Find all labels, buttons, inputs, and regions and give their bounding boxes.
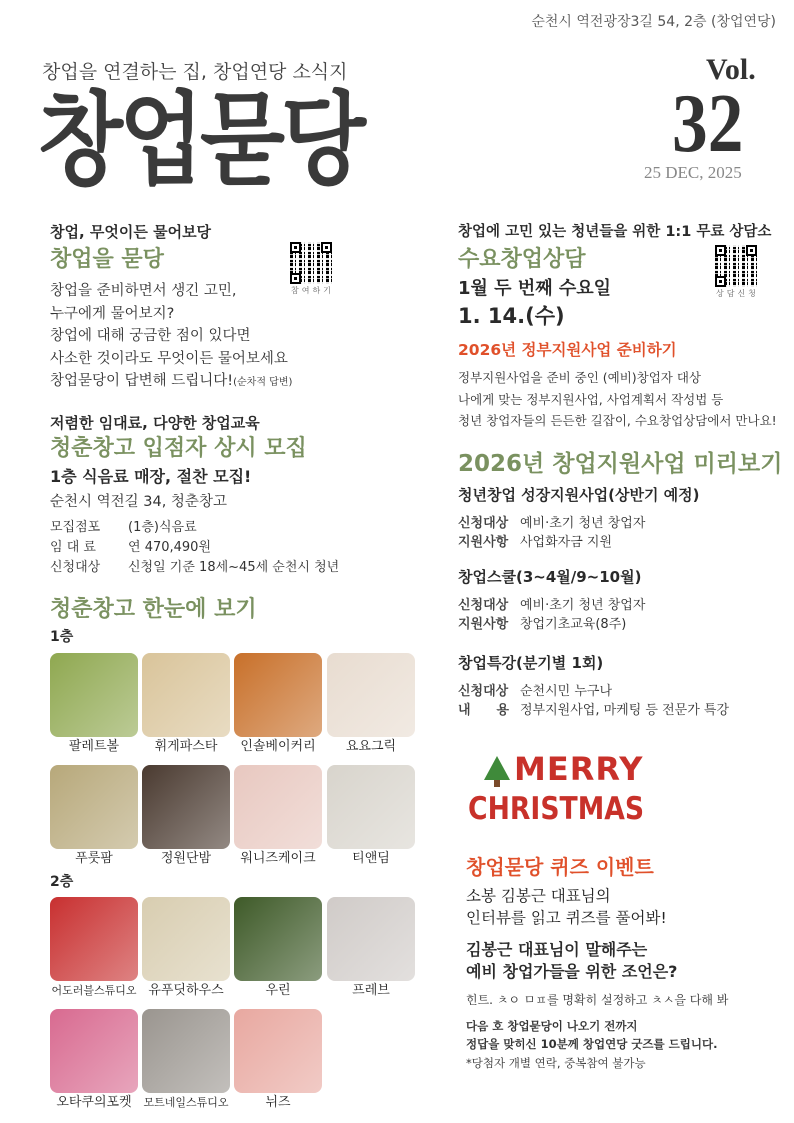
quiz-question xyxy=(466,939,677,983)
gallery-title: 청춘창고 한눈에 보기 xyxy=(50,597,257,622)
store-photo xyxy=(142,765,230,849)
floor2-label: 2층 xyxy=(50,874,74,890)
row-value: 정부지원사업, 마케팅 등 전문가 특강 xyxy=(520,703,730,718)
quiz-title: 창업묻당 퀴즈 이벤트 xyxy=(466,855,654,879)
detail-value: 신청일 기준 18세~45세 순천시 청년 xyxy=(128,560,340,575)
issue-date: 25 DEC, 2025 xyxy=(644,163,742,182)
consult-when: 1월 두 번째 수요일 xyxy=(458,278,612,299)
store-name: 워니즈케이크 xyxy=(240,851,316,866)
detail-key: 임 대 료 xyxy=(50,540,96,555)
tagline: 창업을 연결하는 집, 창업연당 소식지 xyxy=(42,61,348,83)
quiz-intro-line: 인터뷰를 읽고 퀴즈를 풀어봐! xyxy=(466,909,667,927)
row-key: 지원사항 xyxy=(458,535,509,550)
store-name: 요요그릭 xyxy=(345,739,397,754)
consult-line: 나에게 맞는 정부지원사업, 사업계획서 작성법 등 xyxy=(458,391,724,407)
preview-title: 2026년 창업지원사업 미리보기 xyxy=(458,451,783,477)
ask-line: 창업묻당이 답변해 드립니다! xyxy=(50,373,234,390)
ask-line: 창업에 대해 궁금한 점이 있다면 xyxy=(50,328,251,345)
store-photo xyxy=(234,1009,322,1093)
consult-body xyxy=(458,367,777,432)
row-key: 신청대상 xyxy=(458,684,509,699)
store-name: 오타쿠의포켓 xyxy=(56,1095,132,1110)
row-key: 신청대상 xyxy=(458,516,509,531)
store-photo xyxy=(50,1009,138,1093)
store-name: 모트네일스튜디오 xyxy=(143,1096,229,1109)
row-value: 예비·초기 청년 창업자 xyxy=(520,516,646,531)
address: 순천시 역전광장3길 54, 2층 (창업연당) xyxy=(531,14,776,30)
detail-key: 신청대상 xyxy=(50,560,101,575)
quiz-note: *당첨자 개별 연락, 중복참여 불가능 xyxy=(466,1056,646,1070)
store-photo xyxy=(142,1009,230,1093)
qr-label-join: 참여하기 xyxy=(291,286,334,295)
page-title: 창업묻당 xyxy=(38,80,363,200)
consult-title: 수요창업상담 xyxy=(458,247,586,272)
quiz-intro-line: 소봉 김봉근 대표님의 xyxy=(466,887,611,905)
row-value: 순천시민 누구나 xyxy=(520,684,613,699)
row-key: 지원사항 xyxy=(458,617,509,632)
store-name: 팔레트볼 xyxy=(68,739,120,754)
ask-line: 창업을 준비하면서 생긴 고민, xyxy=(50,283,237,299)
consult-subtitle: 2026년 정부지원사업 준비하기 xyxy=(458,341,677,359)
quiz-intro xyxy=(466,885,667,929)
program-name: 청년창업 성장지원사업(상반기 예정) xyxy=(458,486,700,504)
detail-value: (1층)식음료 xyxy=(128,520,197,535)
recruit-address: 순천시 역전길 34, 청춘창고 xyxy=(50,494,227,510)
program-1 xyxy=(458,486,700,552)
recruit-details xyxy=(50,518,339,578)
store-photo xyxy=(50,765,138,849)
christmas-tree-icon xyxy=(482,754,512,788)
row-value: 사업화자금 지원 xyxy=(520,535,613,550)
ask-body xyxy=(50,280,292,395)
recruit-title: 청춘창고 입점자 상시 모집 xyxy=(50,436,307,461)
qr-code-consult[interactable] xyxy=(715,245,757,287)
ask-kicker: 창업, 무엇이든 물어보당 xyxy=(50,223,212,241)
row-value: 예비·초기 청년 창업자 xyxy=(520,598,646,613)
consult-line: 청년 창업자들의 든든한 길잡이, 수요창업상담에서 만나요! xyxy=(458,413,777,428)
ask-title: 창업을 묻당 xyxy=(50,247,164,272)
store-name: 프레브 xyxy=(352,983,390,998)
quiz-prize-line: 다음 호 창업묻당이 나오기 전까지 xyxy=(466,1019,638,1033)
qr-code-join[interactable] xyxy=(290,242,332,284)
store-photo xyxy=(234,897,322,981)
detail-key: 모집점포 xyxy=(50,520,101,535)
store-photo xyxy=(327,765,415,849)
store-photo xyxy=(50,897,138,981)
quiz-prize-line: 정답을 맞히신 10분께 창업연당 굿즈를 드립니다. xyxy=(466,1037,718,1051)
qr-label-consult: 상담신청 xyxy=(716,289,759,298)
store-photo xyxy=(50,653,138,737)
vol-label: Vol. xyxy=(706,53,756,86)
consult-kicker: 창업에 고민 있는 청년들을 위한 1:1 무료 상담소 xyxy=(458,224,772,240)
row-key: 신청대상 xyxy=(458,598,509,613)
quiz-prize xyxy=(466,1017,717,1053)
christmas-text: CHRISTMAS xyxy=(468,791,645,827)
store-name: 정원단밤 xyxy=(160,851,212,866)
row-key: 내 용 xyxy=(458,703,510,718)
program-name: 창업특강(분기별 1회) xyxy=(458,654,604,672)
quiz-question-line: 예비 창업가들을 위한 조언은? xyxy=(466,962,678,981)
store-photo xyxy=(142,653,230,737)
program-2 xyxy=(458,568,645,634)
store-name: 우린 xyxy=(265,983,291,998)
store-name: 휘게파스타 xyxy=(154,739,218,754)
store-name: 티앤딤 xyxy=(352,851,390,866)
detail-value: 연 470,490원 xyxy=(128,540,212,555)
program-3 xyxy=(458,654,729,720)
store-photo xyxy=(327,653,415,737)
store-name: 유푸딧하우스 xyxy=(148,983,224,998)
quiz-question-line: 김봉근 대표님이 말해주는 xyxy=(466,940,648,959)
store-name: 인솔베이커리 xyxy=(240,739,316,754)
row-value: 창업기초교육(8주) xyxy=(520,617,627,632)
store-photo xyxy=(327,897,415,981)
store-photo xyxy=(142,897,230,981)
ask-note: (순차적 답변) xyxy=(233,377,293,389)
consult-line: 정부지원사업을 준비 중인 (예비)창업자 대상 xyxy=(458,370,701,385)
ask-line: 누구에게 물어보지? xyxy=(50,305,175,322)
store-name: 푸룻팜 xyxy=(75,851,113,866)
consult-date: 1. 14.(수) xyxy=(458,304,565,328)
vol-number: 32 xyxy=(672,77,744,170)
store-name: 뉘즈 xyxy=(265,1095,291,1110)
store-photo xyxy=(234,765,322,849)
store-name: 어도러블스튜디오 xyxy=(51,984,137,997)
merry-text: MERRY xyxy=(514,750,644,788)
store-photo xyxy=(234,653,322,737)
recruit-kicker: 저렴한 임대료, 다양한 창업교육 xyxy=(50,414,260,432)
floor1-label: 1층 xyxy=(50,629,74,645)
program-name: 창업스쿨(3~4월/9~10월) xyxy=(458,568,642,586)
merry-christmas-logo xyxy=(468,752,668,832)
quiz-hint: 힌트. ㅊㅇ ㅁㅍ를 명확히 설정하고 ㅊㅅ을 다해 봐 xyxy=(466,993,729,1007)
ask-line: 사소한 것이라도 무엇이든 물어보세요 xyxy=(50,350,288,367)
recruit-subtitle: 1층 식음료 매장, 절찬 모집! xyxy=(50,467,252,486)
